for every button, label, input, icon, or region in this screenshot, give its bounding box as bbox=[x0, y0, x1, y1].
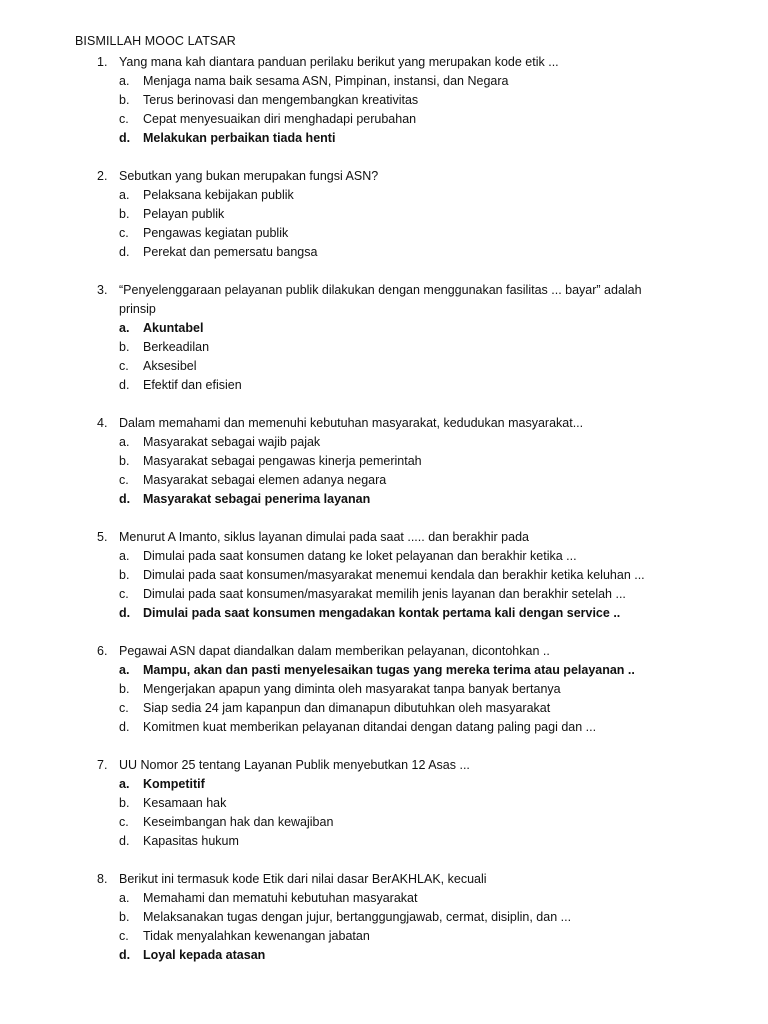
option-letter: a. bbox=[119, 777, 130, 791]
option-a bbox=[0, 72, 768, 91]
option-b bbox=[0, 91, 768, 110]
question-number: 7. bbox=[97, 758, 108, 772]
option-text: Memahami dan mematuhi kebutuhan masyarakat bbox=[143, 891, 418, 905]
question-number: 8. bbox=[97, 872, 108, 886]
option-text: Masyarakat sebagai pengawas kinerja pemerintah bbox=[143, 454, 422, 468]
option-letter: d. bbox=[119, 834, 130, 848]
question-line bbox=[0, 642, 768, 661]
question-number: 2. bbox=[97, 169, 108, 183]
option-text: Masyarakat sebagai elemen adanya negara bbox=[143, 473, 387, 487]
option-letter: d. bbox=[119, 606, 131, 620]
option-text: Menjaga nama baik sesama ASN, Pimpinan, instansi, dan Negara bbox=[143, 74, 509, 88]
option-text: Dimulai pada saat konsumen/masyarakat memilih jenis layanan dan berakhir setelah ... bbox=[143, 587, 626, 601]
option-b bbox=[0, 794, 768, 813]
question-number: 1. bbox=[97, 55, 108, 69]
option-letter: c. bbox=[119, 359, 129, 373]
option-a bbox=[0, 319, 768, 338]
option-letter: b. bbox=[119, 796, 130, 810]
option-text: Kompetitif bbox=[143, 777, 205, 791]
option-text: Siap sedia 24 jam kapanpun dan dimanapun dibutuhkan oleh masyarakat bbox=[143, 701, 551, 715]
option-b bbox=[0, 566, 768, 585]
option-b bbox=[0, 338, 768, 357]
option-text: Dimulai pada saat konsumen mengadakan kontak pertama kali dengan service .. bbox=[143, 606, 621, 620]
option-letter: b. bbox=[119, 682, 130, 696]
option-letter: d. bbox=[119, 245, 130, 259]
option-text: Perekat dan pemersatu bangsa bbox=[143, 245, 318, 259]
question-text-cont: prinsip bbox=[119, 302, 156, 316]
question-text: Pegawai ASN dapat diandalkan dalam memberikan pelayanan, dicontohkan .. bbox=[119, 644, 550, 658]
question-number: 3. bbox=[97, 283, 108, 297]
option-text: Melaksanakan tugas dengan jujur, bertanggungjawab, cermat, disiplin, dan ... bbox=[143, 910, 572, 924]
option-c bbox=[0, 813, 768, 832]
question-line bbox=[0, 414, 768, 433]
option-letter: b. bbox=[119, 910, 130, 924]
option-letter: b. bbox=[119, 568, 130, 582]
option-a bbox=[0, 186, 768, 205]
option-letter: a. bbox=[119, 663, 130, 677]
option-letter: c. bbox=[119, 815, 129, 829]
option-letter: a. bbox=[119, 188, 130, 202]
option-a bbox=[0, 775, 768, 794]
option-c bbox=[0, 585, 768, 604]
option-b bbox=[0, 205, 768, 224]
option-letter: a. bbox=[119, 435, 130, 449]
question-line bbox=[0, 167, 768, 186]
option-c bbox=[0, 110, 768, 129]
option-text: Cepat menyesuaikan diri menghadapi perubahan bbox=[143, 112, 417, 126]
option-letter: a. bbox=[119, 74, 130, 88]
option-d bbox=[0, 832, 768, 851]
option-d bbox=[0, 129, 768, 148]
question-line bbox=[0, 53, 768, 72]
option-d bbox=[0, 946, 768, 965]
option-text: Terus berinovasi dan mengembangkan kreativitas bbox=[143, 93, 419, 107]
option-d bbox=[0, 490, 768, 509]
question-text: Yang mana kah diantara panduan perilaku berikut yang merupakan kode etik ... bbox=[119, 55, 559, 69]
option-text: Keseimbangan hak dan kewajiban bbox=[143, 815, 334, 829]
option-d bbox=[0, 604, 768, 623]
option-text: Mampu, akan dan pasti menyelesaikan tugas yang mereka terima atau pelayanan .. bbox=[143, 663, 635, 677]
option-letter: c. bbox=[119, 929, 129, 943]
option-a bbox=[0, 433, 768, 452]
option-letter: b. bbox=[119, 454, 130, 468]
option-text: Berkeadilan bbox=[143, 340, 210, 354]
option-d bbox=[0, 376, 768, 395]
question-4 bbox=[0, 414, 768, 509]
option-c bbox=[0, 927, 768, 946]
option-letter: b. bbox=[119, 340, 130, 354]
option-text: Pelaksana kebijakan publik bbox=[143, 188, 294, 202]
option-text: Masyarakat sebagai penerima layanan bbox=[143, 492, 371, 506]
option-text: Pengawas kegiatan publik bbox=[143, 226, 289, 240]
question-8 bbox=[0, 870, 768, 965]
question-text: “Penyelenggaraan pelayanan publik dilakukan dengan menggunakan fasilitas ... bayar” adalah bbox=[119, 283, 642, 297]
option-b bbox=[0, 452, 768, 471]
option-d bbox=[0, 243, 768, 262]
option-letter: b. bbox=[119, 207, 130, 221]
option-text: Tidak menyalahkan kewenangan jabatan bbox=[143, 929, 370, 943]
question-number: 4. bbox=[97, 416, 108, 430]
question-6 bbox=[0, 642, 768, 737]
option-text: Dimulai pada saat konsumen datang ke loket pelayanan dan berakhir ketika ... bbox=[143, 549, 577, 563]
option-letter: d. bbox=[119, 378, 130, 392]
question-line bbox=[0, 756, 768, 775]
option-letter: c. bbox=[119, 112, 129, 126]
option-letter: c. bbox=[119, 473, 129, 487]
option-letter: b. bbox=[119, 93, 130, 107]
option-text: Pelayan publik bbox=[143, 207, 225, 221]
question-3 bbox=[0, 281, 768, 395]
option-letter: c. bbox=[119, 701, 129, 715]
option-b bbox=[0, 908, 768, 927]
option-text: Loyal kepada atasan bbox=[143, 948, 266, 962]
option-a bbox=[0, 661, 768, 680]
option-text: Masyarakat sebagai wajib pajak bbox=[143, 435, 321, 449]
option-letter: a. bbox=[119, 891, 130, 905]
question-text: Menurut A Imanto, siklus layanan dimulai pada saat ..... dan berakhir pada bbox=[119, 530, 529, 544]
question-line bbox=[0, 281, 768, 300]
option-letter: d. bbox=[119, 948, 131, 962]
option-text: Kapasitas hukum bbox=[143, 834, 239, 848]
option-letter: c. bbox=[119, 226, 129, 240]
option-c bbox=[0, 357, 768, 376]
document-title: BISMILLAH MOOC LATSAR bbox=[75, 34, 236, 48]
question-text: UU Nomor 25 tentang Layanan Publik menyebutkan 12 Asas ... bbox=[119, 758, 470, 772]
option-text: Dimulai pada saat konsumen/masyarakat menemui kendala dan berakhir ketika keluhan ... bbox=[143, 568, 645, 582]
option-letter: c. bbox=[119, 587, 129, 601]
question-7 bbox=[0, 756, 768, 851]
question-number: 6. bbox=[97, 644, 108, 658]
option-d bbox=[0, 718, 768, 737]
option-letter: d. bbox=[119, 492, 131, 506]
question-line bbox=[0, 528, 768, 547]
option-letter: d. bbox=[119, 131, 131, 145]
option-text: Mengerjakan apapun yang diminta oleh masyarakat tanpa banyak bertanya bbox=[143, 682, 561, 696]
option-a bbox=[0, 547, 768, 566]
option-text: Akuntabel bbox=[143, 321, 204, 335]
option-text: Efektif dan efisien bbox=[143, 378, 242, 392]
option-text: Melakukan perbaikan tiada henti bbox=[143, 131, 336, 145]
question-number: 5. bbox=[97, 530, 108, 544]
option-a bbox=[0, 889, 768, 908]
option-text: Aksesibel bbox=[143, 359, 197, 373]
option-text: Komitmen kuat memberikan pelayanan ditandai dengan datang paling pagi dan ... bbox=[143, 720, 597, 734]
question-list bbox=[0, 53, 768, 984]
question-line-cont bbox=[0, 300, 768, 319]
option-c bbox=[0, 224, 768, 243]
option-letter: a. bbox=[119, 549, 130, 563]
option-c bbox=[0, 699, 768, 718]
question-1 bbox=[0, 53, 768, 148]
question-text: Berikut ini termasuk kode Etik dari nilai dasar BerAKHLAK, kecuali bbox=[119, 872, 487, 886]
option-c bbox=[0, 471, 768, 490]
question-text: Dalam memahami dan memenuhi kebutuhan masyarakat, kedudukan masyarakat... bbox=[119, 416, 584, 430]
question-2 bbox=[0, 167, 768, 262]
question-text: Sebutkan yang bukan merupakan fungsi ASN? bbox=[119, 169, 379, 183]
option-text: Kesamaan hak bbox=[143, 796, 227, 810]
question-5 bbox=[0, 528, 768, 623]
option-b bbox=[0, 680, 768, 699]
option-letter: a. bbox=[119, 321, 130, 335]
question-line bbox=[0, 870, 768, 889]
option-letter: d. bbox=[119, 720, 130, 734]
